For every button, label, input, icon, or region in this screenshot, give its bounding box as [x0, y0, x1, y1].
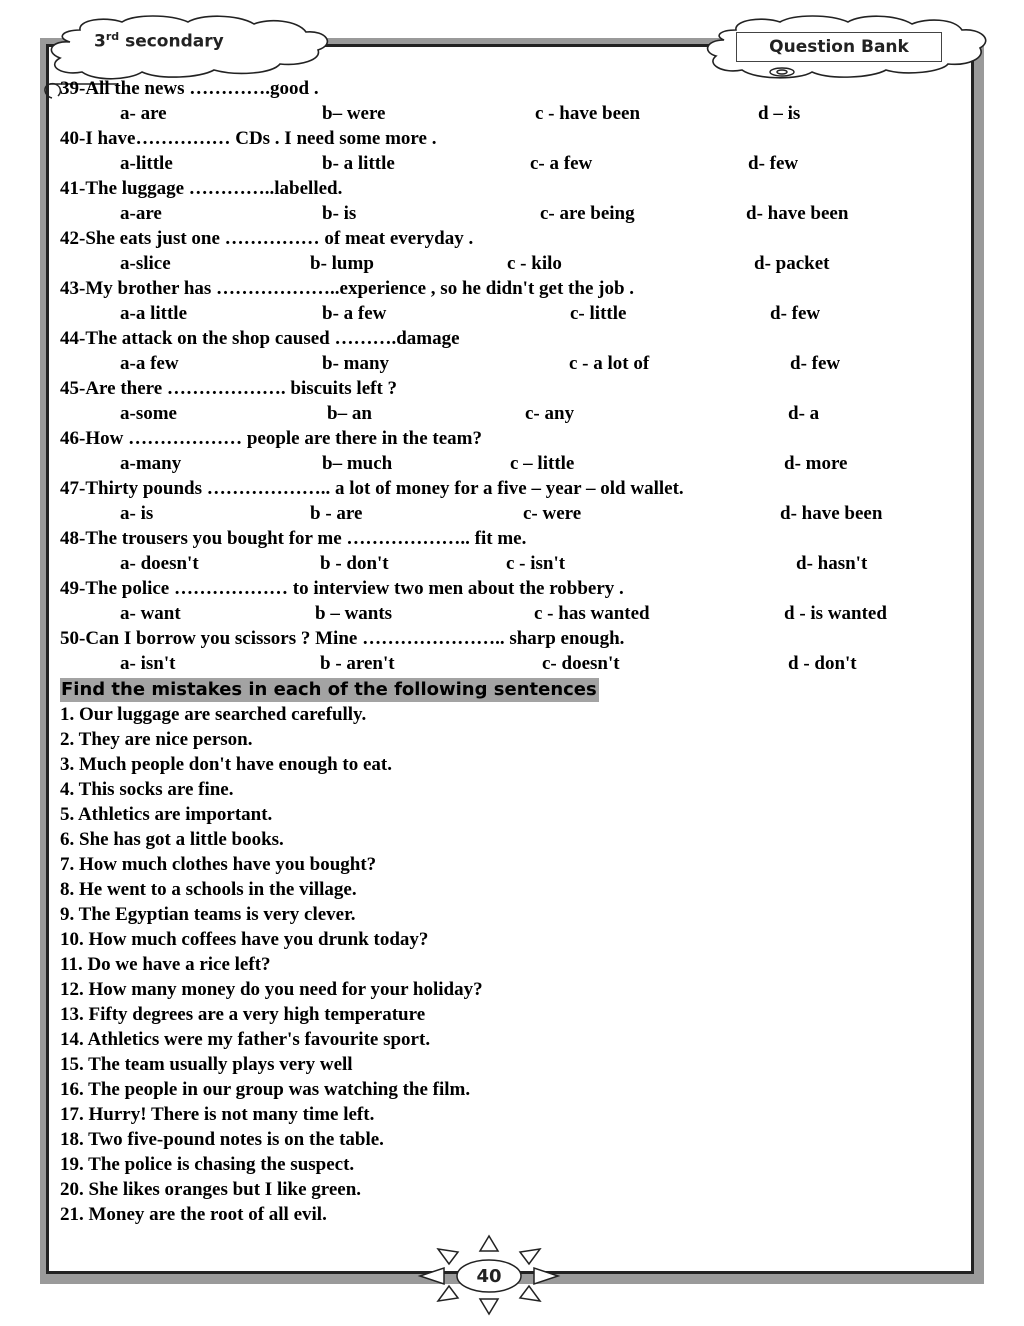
option-a: a- want — [120, 603, 181, 624]
mistake-sentence: 17. Hurry! There is not many time left. — [60, 1104, 375, 1125]
question-text: 50-Can I borrow you scissors ? Mine ………………….. sharp enough. — [60, 628, 625, 649]
mistake-sentence: 10. How much coffees have you drunk today? — [60, 929, 429, 950]
question-text: 44-The attack on the shop caused ……….damage — [60, 328, 460, 349]
question-options — [60, 201, 960, 226]
option-b: b– were — [322, 103, 386, 124]
option-b: b- a little — [322, 153, 395, 174]
option-d: d- have been — [780, 503, 883, 524]
section-title: Find the mistakes in each of the following sentences — [61, 679, 597, 700]
option-c: c - isn't — [506, 553, 566, 574]
option-a: a- isn't — [120, 653, 176, 674]
option-b: b- a few — [322, 303, 387, 324]
mistake-sentence: 3. Much people don't have enough to eat. — [60, 754, 392, 775]
mistakes-list — [60, 702, 960, 1227]
option-b: b- is — [322, 203, 357, 224]
option-a: a- doesn't — [120, 553, 199, 574]
option-d: d- a — [788, 403, 820, 424]
mistake-sentence: 11. Do we have a rice left? — [60, 954, 271, 975]
question-options — [60, 401, 960, 426]
option-a: a-many — [120, 453, 182, 474]
question-options — [60, 101, 960, 126]
question-text: 42-She eats just one …………… of meat everyday . — [60, 228, 474, 249]
option-d: d- hasn't — [796, 553, 868, 574]
option-c: c- were — [523, 503, 582, 524]
mistake-sentence: 1. Our luggage are searched carefully. — [60, 704, 367, 725]
question-text: 49-The police ……………… to interview two men about the robbery . — [60, 578, 624, 599]
mistake-sentence: 20. She likes oranges but I like green. — [60, 1179, 362, 1200]
mistake-sentence: 21. Money are the root of all evil. — [60, 1204, 327, 1225]
question-text: 45-Are there ………………. biscuits left ? — [60, 378, 398, 399]
mistake-sentence: 14. Athletics were my father's favourite sport. — [60, 1029, 431, 1050]
question-text: 43-My brother has ………………..experience , so he didn't get the job . — [60, 278, 635, 299]
mistake-sentence: 7. How much clothes have you bought? — [60, 854, 377, 875]
option-c: c- little — [570, 303, 627, 324]
mistake-sentence: 15. The team usually plays very well — [60, 1054, 353, 1075]
option-c: c- doesn't — [542, 653, 620, 674]
option-c: c - a lot of — [569, 353, 650, 374]
question-bank-label: Question Bank — [736, 32, 942, 62]
option-a: a-a little — [120, 303, 188, 324]
mistake-sentence: 18. Two five-pound notes is on the table. — [60, 1129, 384, 1150]
question-text: 41-The luggage …………..labelled. — [60, 178, 343, 199]
option-b: b – wants — [315, 603, 393, 624]
option-c: c- a few — [530, 153, 593, 174]
option-d: d- few — [748, 153, 799, 174]
question-options — [60, 451, 960, 476]
option-a: a-little — [120, 153, 173, 174]
mistake-sentence: 4. This socks are fine. — [60, 779, 234, 800]
option-a: a-are — [120, 203, 162, 224]
option-a: a- is — [120, 503, 154, 524]
mistake-sentence: 2. They are nice person. — [60, 729, 253, 750]
option-d: d- more — [784, 453, 848, 474]
question-text: 46-How ……………… people are there in the team? — [60, 428, 482, 449]
option-d: d- packet — [754, 253, 830, 274]
option-c: c- any — [525, 403, 575, 424]
page-content — [60, 76, 960, 1227]
option-d: d- few — [770, 303, 821, 324]
option-c: c- are being — [540, 203, 635, 224]
question-options — [60, 601, 960, 626]
option-d: d - don't — [788, 653, 857, 674]
option-b: b- lump — [310, 253, 374, 274]
option-d: d – is — [758, 103, 801, 124]
option-d: d- have been — [746, 203, 849, 224]
option-c: c - have been — [535, 103, 641, 124]
question-options — [60, 501, 960, 526]
mistake-sentence: 9. The Egyptian teams is very clever. — [60, 904, 356, 925]
grade-superscript: rd — [105, 30, 120, 43]
question-options — [60, 651, 960, 676]
option-a: a-slice — [120, 253, 171, 274]
option-b: b- many — [322, 353, 390, 374]
question-text: 39-All the news ………….good . — [60, 78, 319, 99]
option-a: a-some — [120, 403, 177, 424]
option-a: a- are — [120, 103, 167, 124]
mistake-sentence: 16. The people in our group was watching the film. — [60, 1079, 471, 1100]
grade-label — [94, 30, 224, 52]
mistake-sentence: 8. He went to a schools in the village. — [60, 879, 357, 900]
question-text: 40-I have…………… CDs . I need some more . — [60, 128, 437, 149]
grade-suffix: secondary — [119, 31, 224, 52]
option-b: b– much — [322, 453, 393, 474]
question-options — [60, 251, 960, 276]
option-c: c - kilo — [507, 253, 562, 274]
mistake-sentence: 5. Athletics are important. — [60, 804, 273, 825]
mistake-sentence: 13. Fifty degrees are a very high temperature — [60, 1004, 426, 1025]
mistake-sentence: 12. How many money do you need for your holiday? — [60, 979, 483, 1000]
question-text: 47-Thirty pounds ……………….. a lot of money for a five – year – old wallet. — [60, 478, 684, 499]
mcq-list — [60, 76, 960, 676]
option-c: c – little — [510, 453, 575, 474]
option-b: b– an — [327, 403, 372, 424]
question-options — [60, 301, 960, 326]
mistake-sentence: 6. She has got a little books. — [60, 829, 284, 850]
option-c: c - has wanted — [534, 603, 650, 624]
question-options — [60, 151, 960, 176]
option-b: b - don't — [320, 553, 389, 574]
option-d: d - is wanted — [784, 603, 887, 624]
option-b: b - aren't — [320, 653, 395, 674]
option-a: a-a few — [120, 353, 179, 374]
option-b: b - are — [310, 503, 363, 524]
grade-prefix: 3 — [94, 31, 106, 52]
question-options — [60, 551, 960, 576]
question-options — [60, 351, 960, 376]
mistake-sentence: 19. The police is chasing the suspect. — [60, 1154, 355, 1175]
question-text: 48-The trousers you bought for me ……………….. fit me. — [60, 528, 527, 549]
option-d: d- few — [790, 353, 841, 374]
page-number: 40 — [476, 1266, 502, 1287]
